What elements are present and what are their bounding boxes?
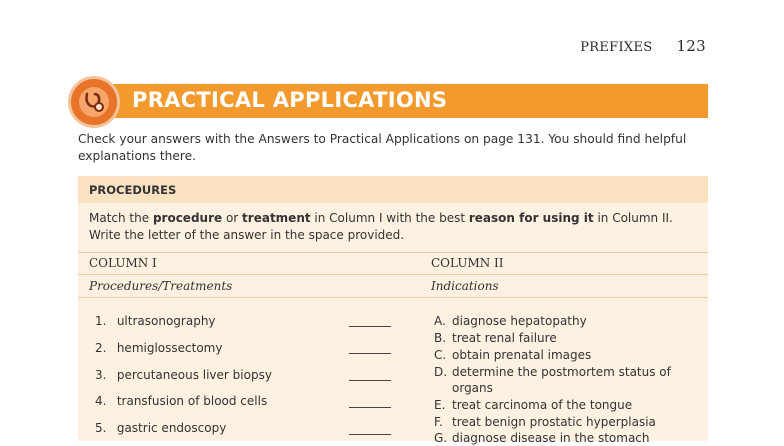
item-text: percutaneous liver biopsy — [116, 368, 272, 382]
indication-item — [434, 414, 682, 430]
procedures-heading: PROCEDURES — [89, 183, 177, 197]
item-number: 4. — [95, 394, 107, 408]
indication-text: obtain prenatal images — [452, 348, 592, 362]
indication-letter: G. — [434, 431, 448, 445]
instructions-text-2: or — [222, 211, 243, 225]
indication-item — [434, 364, 682, 396]
instructions-text-4: in Column II. Write the letter of the answer in the space provided. — [89, 211, 673, 242]
procedure-item — [95, 368, 272, 382]
indication-text: determine the postmortem status of organs — [452, 365, 671, 395]
procedure-item — [95, 394, 267, 408]
column2-title: COLUMN II — [431, 256, 504, 270]
banner — [112, 84, 708, 118]
indication-letter: F. — [434, 415, 443, 429]
indication-letter: A. — [434, 314, 446, 328]
indication-item — [434, 330, 682, 346]
answer-blank[interactable] — [349, 380, 391, 381]
item-number: 5. — [95, 421, 107, 435]
indication-item — [434, 347, 682, 363]
indication-text: diagnose disease in the stomach — [452, 431, 650, 445]
indication-letter: B. — [434, 331, 447, 345]
running-head — [580, 37, 706, 55]
divider — [78, 252, 708, 253]
procedures-header — [78, 176, 708, 203]
indication-item — [434, 313, 682, 329]
item-number: 1. — [95, 314, 107, 328]
banner-title: PRACTICAL APPLICATIONS — [132, 88, 448, 112]
instructions-text-3: in Column I with the best — [310, 211, 469, 225]
procedure-item — [95, 421, 226, 435]
item-text: ultrasonography — [116, 314, 216, 328]
column1-subtitle: Procedures/Treatments — [89, 279, 233, 293]
procedure-item — [95, 341, 222, 355]
procedure-item — [95, 314, 216, 328]
indication-letter: C. — [434, 348, 447, 362]
instructions-bold-treatment: treatment — [242, 211, 311, 225]
page-number: 123 — [676, 37, 706, 55]
item-number: 3. — [95, 368, 107, 382]
answer-blank[interactable] — [349, 407, 391, 408]
indication-letter: D. — [434, 365, 448, 379]
instructions-bold-reason: reason for using it — [468, 211, 594, 225]
column1-title: COLUMN I — [89, 256, 157, 270]
divider — [78, 274, 708, 275]
indication-item — [434, 430, 682, 446]
indication-text: diagnose hepatopathy — [452, 314, 587, 328]
item-number: 2. — [95, 341, 107, 355]
stethoscope-icon — [68, 76, 120, 128]
item-text: gastric endoscopy — [116, 421, 227, 435]
indication-letter: E. — [434, 398, 446, 412]
divider — [78, 297, 708, 298]
indication-item — [434, 397, 682, 413]
item-text: transfusion of blood cells — [116, 394, 268, 408]
answer-blank[interactable] — [349, 434, 391, 435]
indication-text: treat carcinoma of the tongue — [452, 398, 633, 412]
answer-blank[interactable] — [349, 326, 391, 327]
answer-blank[interactable] — [349, 353, 391, 354]
instructions — [89, 210, 701, 244]
indication-text: treat renal failure — [452, 331, 557, 345]
item-text: hemiglossectomy — [116, 341, 223, 355]
indication-text: treat benign prostatic hyperplasia — [452, 415, 656, 429]
instructions-text-1: Match the — [89, 211, 153, 225]
section-title: PREFIXES — [580, 40, 653, 55]
intro-text: Check your answers with the Answers to Practical Applications on page 131. You should find helpful explanations there. — [78, 132, 687, 163]
column2-subtitle: Indications — [431, 279, 499, 293]
procedures-box — [78, 176, 708, 445]
instructions-bold-procedure: procedure — [152, 211, 223, 225]
